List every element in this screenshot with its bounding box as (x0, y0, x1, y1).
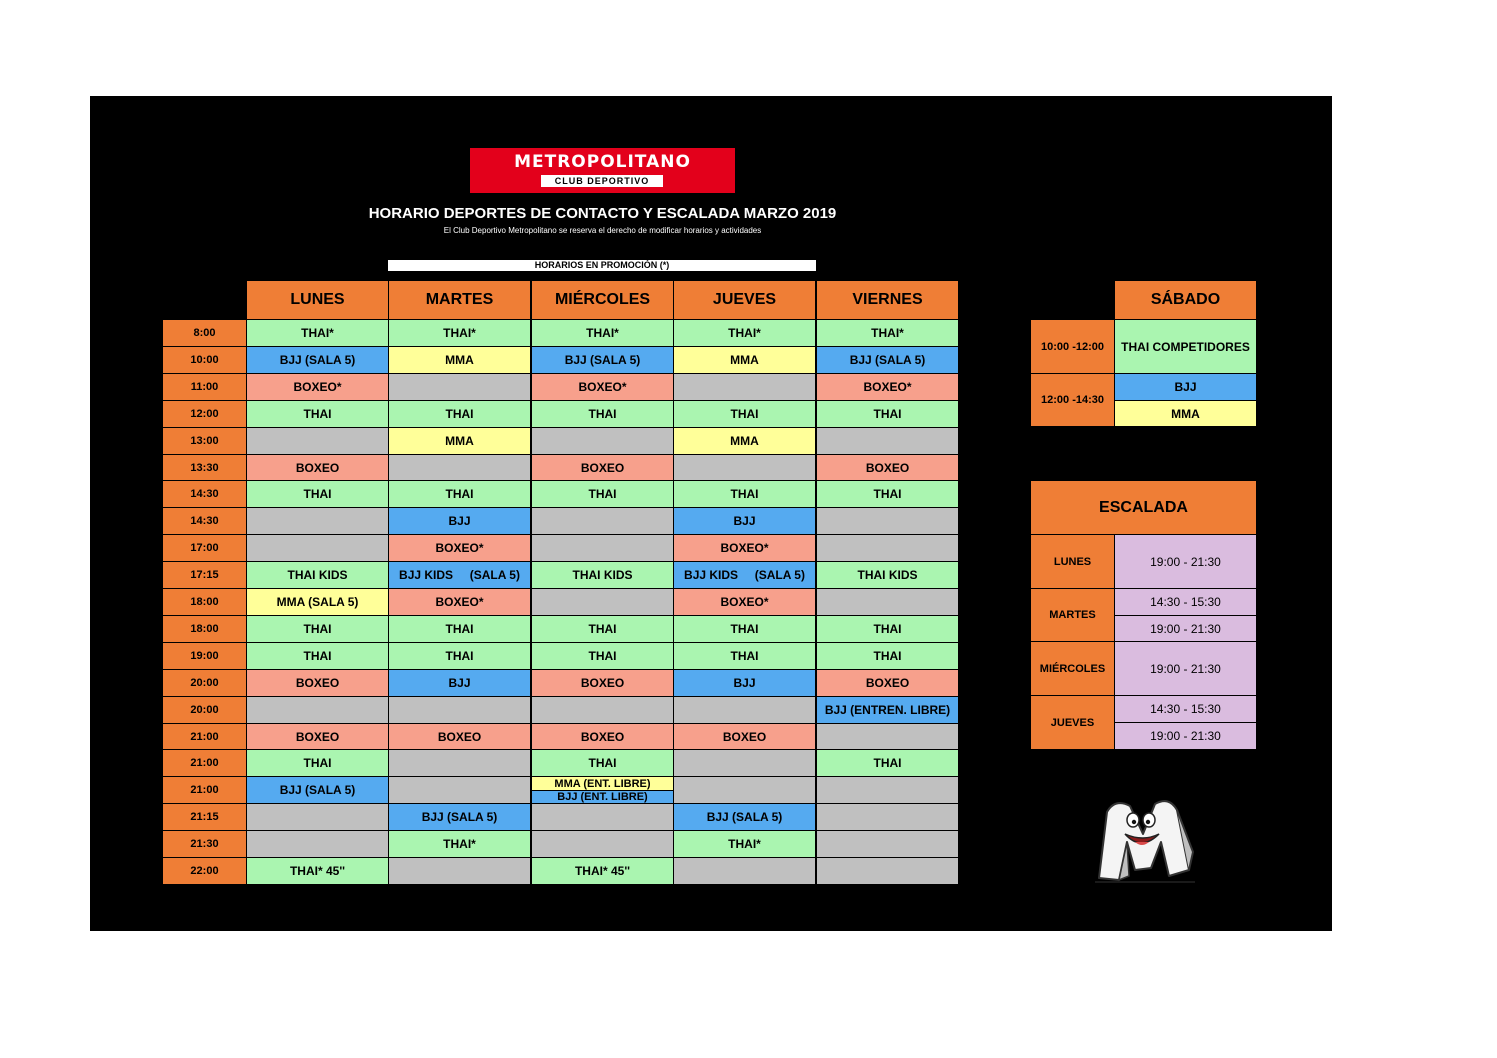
class-cell: BJJ (SALA 5) (388, 803, 531, 831)
time-slot: 21:30 (162, 830, 247, 858)
escalada-miercoles-time: 19:00 - 21:30 (1114, 641, 1257, 696)
class-cell: THAI* 45'' (246, 857, 389, 885)
class-cell: BJJ (673, 669, 816, 697)
class-cell: THAI (673, 480, 816, 508)
class-cell: THAI (673, 642, 816, 670)
class-cell: MMA (SALA 5) (246, 588, 389, 616)
class-cell: THAI (531, 615, 674, 643)
day-header: VIERNES (816, 280, 959, 320)
class-cell: BOXEO (673, 723, 816, 750)
time-slot: 14:30 (162, 480, 247, 508)
empty-cell (388, 454, 531, 481)
class-cell: BOXEO* (388, 534, 531, 562)
class-cell: THAI* (673, 319, 816, 347)
empty-cell (531, 427, 674, 455)
empty-cell (531, 534, 674, 562)
escalada-header: ESCALADA (1030, 480, 1257, 535)
class-cell: THAI (246, 400, 389, 428)
class-cell: BJJ (673, 507, 816, 535)
page-title: HORARIO DEPORTES DE CONTACTO Y ESCALADA MARZO 2019 (368, 205, 837, 222)
class-cell: THAI (388, 642, 531, 670)
class-cell: BJJ (SALA 5) (246, 776, 389, 804)
time-slot: 21:15 (162, 803, 247, 831)
class-cell: BOXEO* (816, 373, 959, 401)
class-cell: THAI (388, 480, 531, 508)
class-cell: THAI (816, 749, 959, 777)
time-slot: 21:00 (162, 776, 247, 804)
escalada-miercoles-day: MIÉRCOLES (1030, 641, 1115, 696)
class-cell: THAI KIDS (816, 561, 959, 589)
class-cell: BOXEO* (531, 373, 674, 401)
class-cell: THAI (246, 642, 389, 670)
time-slot: 17:00 (162, 534, 247, 562)
empty-cell (673, 776, 816, 804)
empty-cell (531, 507, 674, 535)
class-cell: THAI (673, 615, 816, 643)
class-cell-bottom: BJJ (ENT. LIBRE) (531, 790, 674, 804)
empty-cell (531, 803, 674, 831)
time-slot: 20:00 (162, 696, 247, 724)
time-slot: 8:00 (162, 319, 247, 347)
empty-cell (673, 696, 816, 724)
class-cell: BOXEO* (388, 588, 531, 616)
class-cell: BOXEO* (673, 588, 816, 616)
class-cell: BOXEO (531, 454, 674, 481)
class-cell: BJJ (SALA 5) (816, 346, 959, 374)
escalada-martes-time-b: 19:00 - 21:30 (1114, 615, 1257, 642)
class-cell: THAI (246, 480, 389, 508)
class-cell: BJJ (SALA 5) (246, 346, 389, 374)
class-cell: BOXEO (531, 723, 674, 750)
empty-cell (816, 534, 959, 562)
class-cell: THAI (816, 615, 959, 643)
class-cell: THAI* (246, 319, 389, 347)
class-cell: THAI (531, 400, 674, 428)
class-cell: THAI* (388, 830, 531, 858)
class-cell: THAI (816, 480, 959, 508)
time-slot: 14:30 (162, 507, 247, 535)
class-cell: THAI KIDS (246, 561, 389, 589)
escalada-lunes-time: 19:00 - 21:30 (1114, 534, 1257, 589)
empty-cell (246, 427, 389, 455)
class-cell: BOXEO (816, 669, 959, 697)
time-slot: 12:00 (162, 400, 247, 428)
class-cell: BOXEO (246, 723, 389, 750)
escalada-martes-time-a: 14:30 - 15:30 (1114, 588, 1257, 616)
empty-cell (673, 857, 816, 885)
class-cell: THAI (816, 642, 959, 670)
class-cell: BJJ (SALA 5) (673, 803, 816, 831)
time-slot: 21:00 (162, 749, 247, 777)
time-slot: 13:00 (162, 427, 247, 455)
escalada-jueves-day: JUEVES (1030, 695, 1115, 750)
class-cell: MMA (673, 346, 816, 374)
class-cell: MMA (388, 427, 531, 455)
mascot-icon (1085, 790, 1200, 885)
class-cell: BOXEO (246, 669, 389, 697)
day-header: MARTES (388, 280, 531, 320)
saturday-slot2-time: 12:00 -14:30 (1030, 373, 1115, 427)
class-cell: THAI (673, 400, 816, 428)
saturday-slot2-activity-b: MMA (1114, 400, 1257, 427)
class-cell: THAI (531, 642, 674, 670)
class-cell: THAI (531, 749, 674, 777)
class-cell: THAI* 45'' (531, 857, 674, 885)
empty-cell (388, 857, 531, 885)
empty-cell (531, 588, 674, 616)
empty-cell (673, 373, 816, 401)
class-cell: THAI (531, 480, 674, 508)
class-cell: MMA (388, 346, 531, 374)
escalada-jueves-time-b: 19:00 - 21:30 (1114, 722, 1257, 750)
promo-note: HORARIOS EN PROMOCIÓN (*) (388, 260, 816, 271)
empty-cell (388, 749, 531, 777)
empty-cell (816, 803, 959, 831)
class-cell: BJJ (388, 669, 531, 697)
class-cell: BOXEO (816, 454, 959, 481)
time-slot: 20:00 (162, 669, 247, 697)
class-cell: THAI (388, 400, 531, 428)
empty-cell (673, 454, 816, 481)
logo-name: METROPOLITANO (514, 152, 691, 172)
class-cell: THAI* (673, 830, 816, 858)
empty-cell (816, 588, 959, 616)
escalada-martes-day: MARTES (1030, 588, 1115, 642)
class-cell: BOXEO (246, 454, 389, 481)
class-cell: BJJ (388, 507, 531, 535)
class-cell: BJJ KIDS (SALA 5) (673, 561, 816, 589)
time-slot: 22:00 (162, 857, 247, 885)
class-cell: BJJ KIDS (SALA 5) (388, 561, 531, 589)
empty-cell (816, 776, 959, 804)
class-cell: BOXEO (388, 723, 531, 750)
empty-cell (388, 373, 531, 401)
class-cell: THAI (388, 615, 531, 643)
time-slot: 13:30 (162, 454, 247, 481)
empty-cell (816, 427, 959, 455)
escalada-jueves-time-a: 14:30 - 15:30 (1114, 695, 1257, 723)
empty-cell (246, 507, 389, 535)
logo-subtitle: CLUB DEPORTIVO (541, 175, 663, 187)
saturday-slot2-activity-a: BJJ (1114, 373, 1257, 401)
class-cell: THAI (246, 749, 389, 777)
time-slot: 17:15 (162, 561, 247, 589)
class-cell: THAI (816, 400, 959, 428)
saturday-slot1-activity: THAI COMPETIDORES (1114, 319, 1257, 374)
class-cell-top: MMA (ENT. LIBRE) (531, 776, 674, 791)
empty-cell (388, 696, 531, 724)
empty-cell (816, 507, 959, 535)
saturday-slot1-time: 10:00 -12:00 (1030, 319, 1115, 374)
class-cell: THAI* (816, 319, 959, 347)
empty-cell (246, 803, 389, 831)
empty-cell (816, 857, 959, 885)
time-slot: 11:00 (162, 373, 247, 401)
class-cell: BJJ (SALA 5) (531, 346, 674, 374)
empty-cell (246, 534, 389, 562)
empty-cell (816, 723, 959, 750)
class-cell: BOXEO (531, 669, 674, 697)
day-header: LUNES (246, 280, 389, 320)
class-cell: THAI* (531, 319, 674, 347)
day-header: MIÉRCOLES (531, 280, 674, 320)
day-header: JUEVES (673, 280, 816, 320)
class-cell: BOXEO* (246, 373, 389, 401)
class-cell: THAI* (388, 319, 531, 347)
empty-cell (531, 696, 674, 724)
empty-cell (246, 830, 389, 858)
time-slot: 18:00 (162, 588, 247, 616)
empty-cell (673, 749, 816, 777)
class-cell: BOXEO* (673, 534, 816, 562)
time-slot: 10:00 (162, 346, 247, 374)
class-cell: THAI KIDS (531, 561, 674, 589)
time-slot: 21:00 (162, 723, 247, 750)
escalada-lunes-day: LUNES (1030, 534, 1115, 589)
empty-cell (816, 830, 959, 858)
empty-cell (246, 696, 389, 724)
empty-cell (531, 830, 674, 858)
class-cell: MMA (673, 427, 816, 455)
time-slot: 19:00 (162, 642, 247, 670)
class-cell: THAI (246, 615, 389, 643)
page-subtitle: El Club Deportivo Metropolitano se reserva el derecho de modificar horarios y actividades (443, 226, 762, 235)
saturday-header: SÁBADO (1114, 280, 1257, 320)
time-slot: 18:00 (162, 615, 247, 643)
class-cell: BJJ (ENTREN. LIBRE) (816, 696, 959, 724)
empty-cell (388, 776, 531, 804)
